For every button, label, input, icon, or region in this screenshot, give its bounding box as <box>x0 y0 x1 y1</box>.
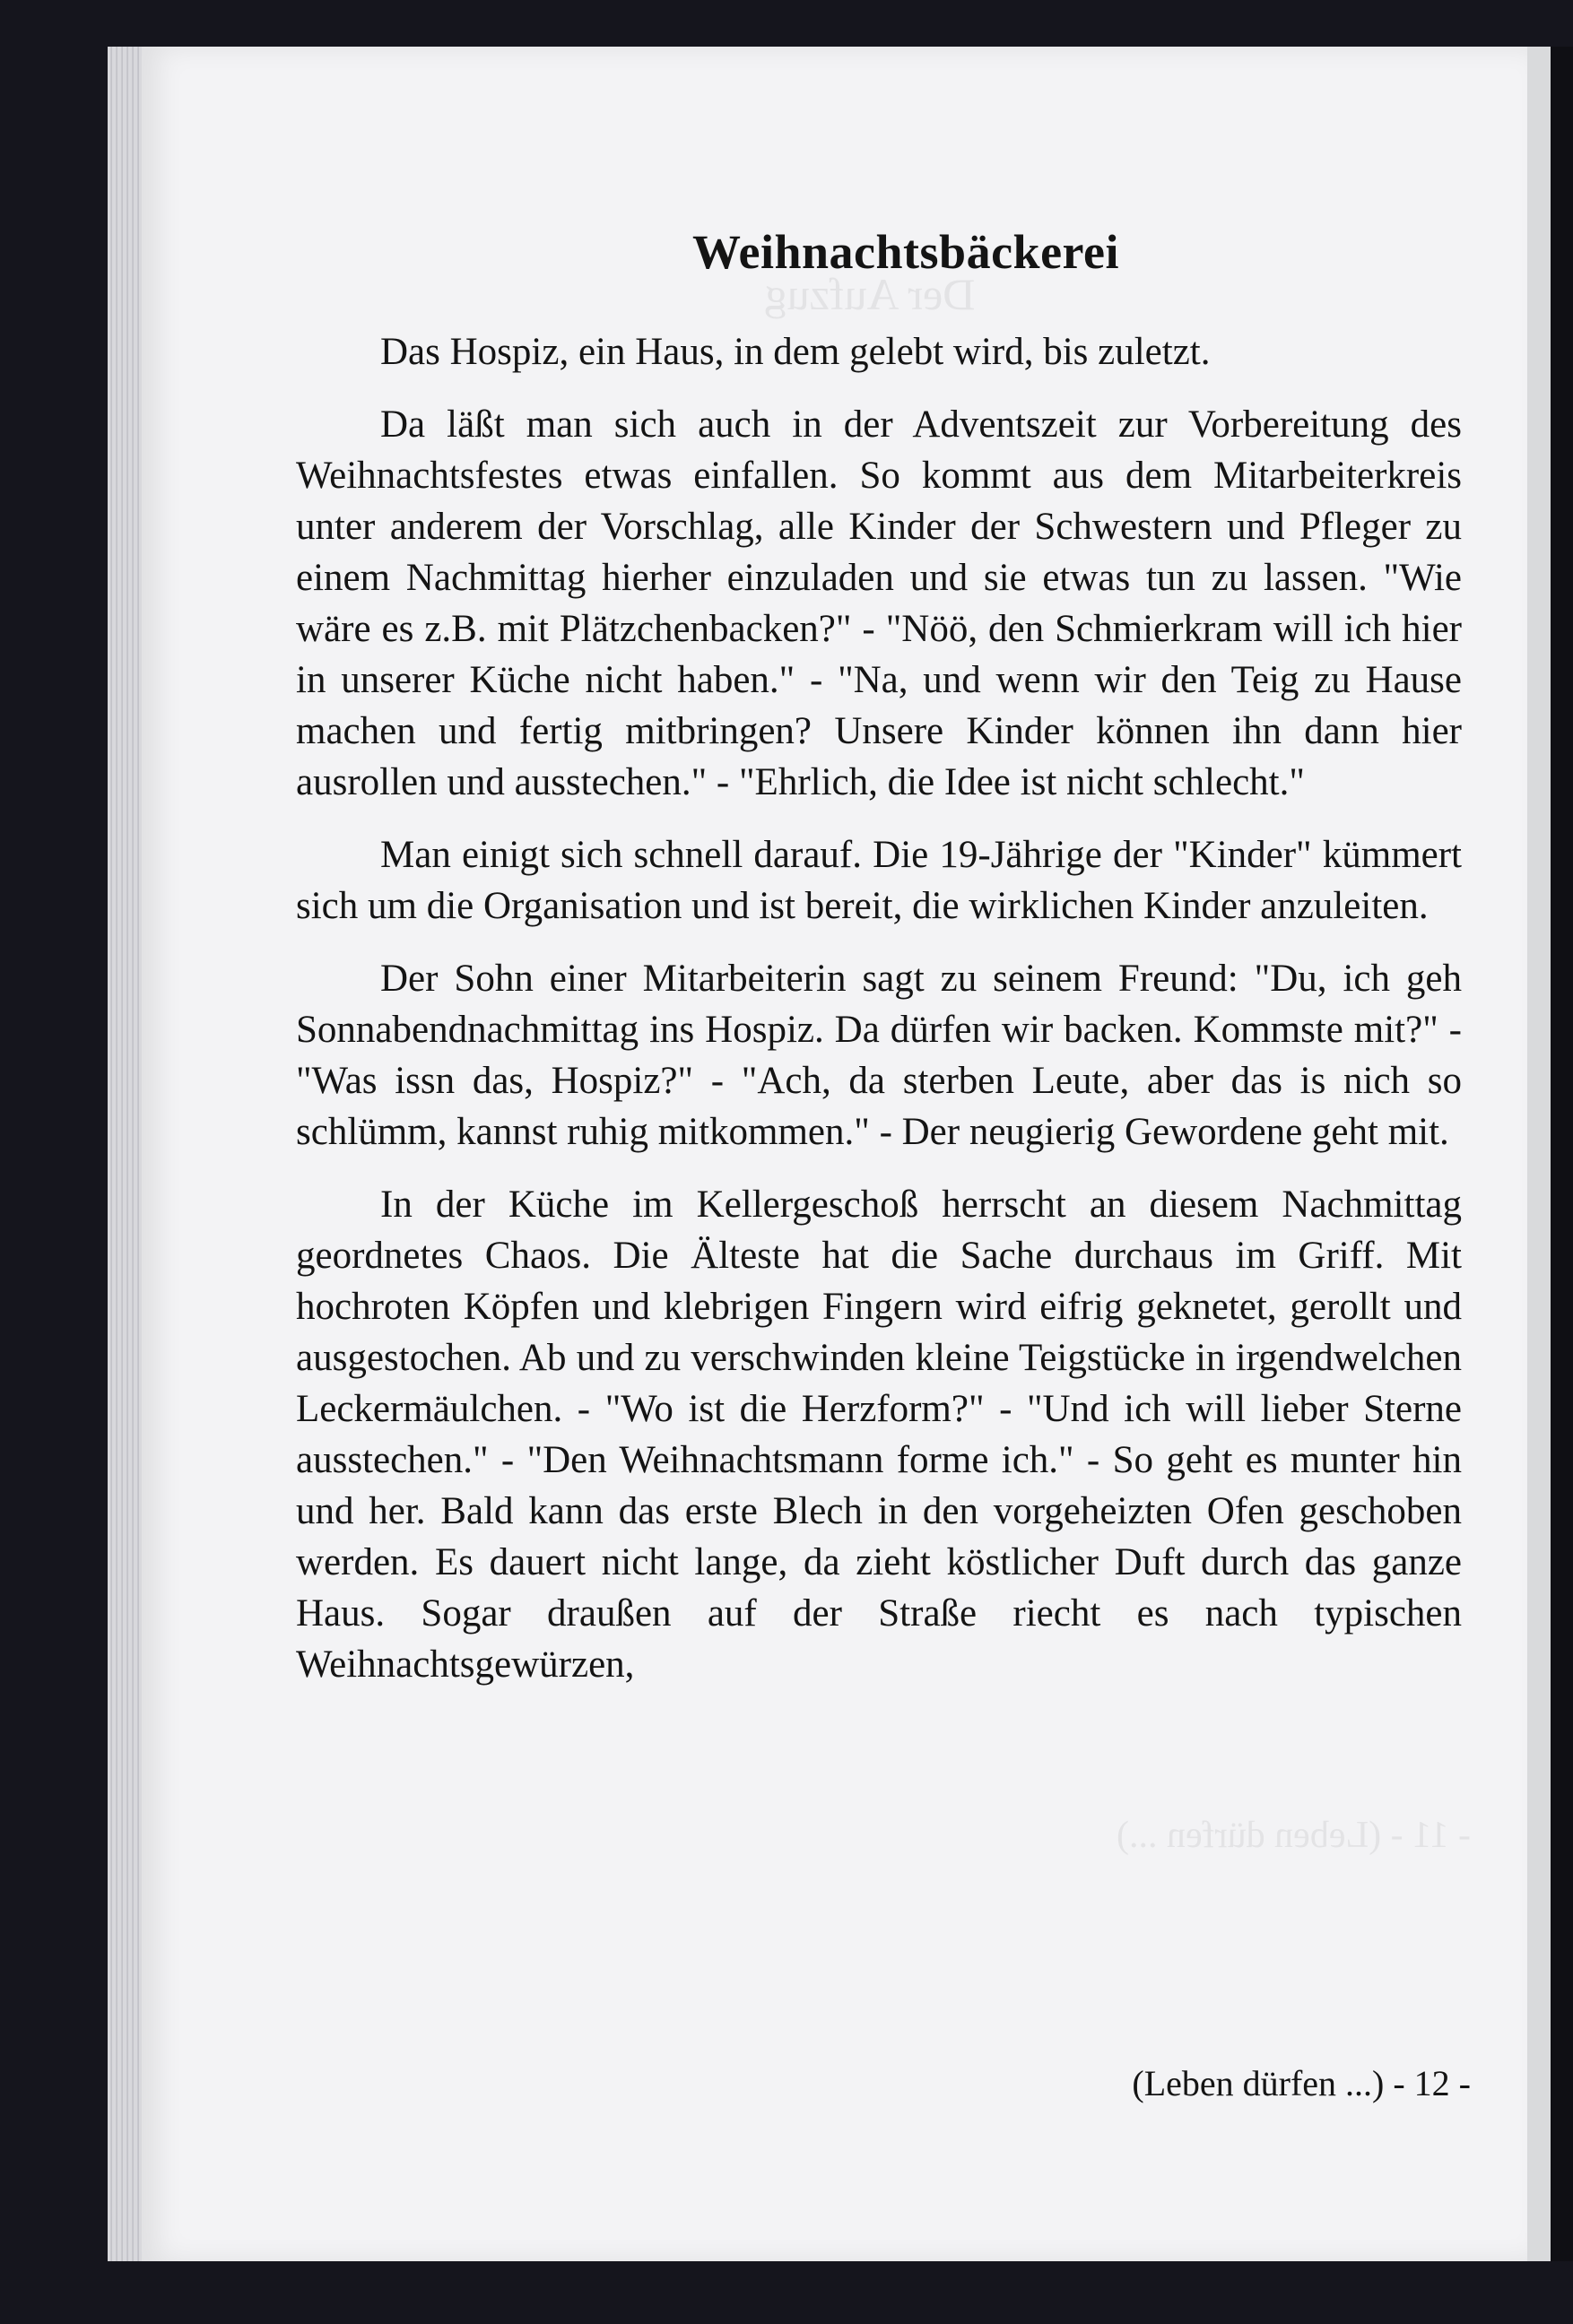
paragraph: Da läßt man sich auch in der Adventszeit zur Vorbereitung des Weihnachtsfestes etwas einfallen. So kommt aus dem Mitarbeiterkreis unter anderem der Vorschlag, alle Kinder der Schwestern und Pfleger zu einem Nachmittag hierher einzuladen und sie etwas tun zu lassen. "Wie wäre es z.B. mit Plätzchenbacken?" - "Nöö, den Schmierkram will ich hier in unserer Küche nicht haben." - "Na, und wenn wir den Teig zu Hause machen und fertig mitbringen? Unsere Kinder können ihn dann hier ausrollen und ausstechen." - "Ehrlich, die Idee ist nicht schlecht." <box>296 403 1462 803</box>
page-content <box>296 224 1462 1712</box>
page-footer: (Leben dürfen ...) - 12 - <box>1132 2063 1471 2103</box>
page-title: Weihnachtsbäckerei <box>691 225 1119 279</box>
scan-border-right <box>1551 47 1573 2261</box>
paragraph: Der Sohn einer Mitarbeiterin sagt zu seinem Freund: "Du, ich geh Sonnabendnachmittag ins Hospiz. Da dürfen wir backen. Kommste mit?" - "Was issn das, Hospiz?" - "Ach, da sterben Leute, aber das is nich so schlümm, kannst ruhig mitkommen." - Der neugierig Gewordene geht mit. <box>296 958 1462 1153</box>
paragraph: Man einigt sich schnell darauf. Die 19-Jährige der "Kinder" kümmert sich um die Organisation und ist bereit, die wirklichen Kinder anzuleiten. <box>296 834 1462 927</box>
page-right-margin <box>1527 47 1551 2261</box>
paragraph: In der Küche im Kellergeschoß herrscht an diesem Nachmittag geordnetes Chaos. Die Älteste hat die Sache durchaus im Griff. Mit hochroten Köpfen und klebrigen Fingern wird eifrig geknetet, gerollt und ausgestochen. Ab und zu verschwinden kleine Teigstücke in irgendwelchen Leckermäulchen. - "Wo ist die Herzform?" - "Und ich will lieber Sterne ausstechen." - "Den Weihnachtsmann forme ich." - So geht es munter hin und her. Bald kann das erste Blech in den vorgeheizten Ofen geschoben werden. Es dauert nicht lange, da zieht köstlicher Duft durch das ganze Haus. Sogar draußen auf der Straße riecht es nach typischen Weihnachtsgewürzen, <box>296 1184 1462 1686</box>
paragraph: Das Hospiz, ein Haus, in dem gelebt wird, bis zuletzt. <box>380 331 1211 373</box>
